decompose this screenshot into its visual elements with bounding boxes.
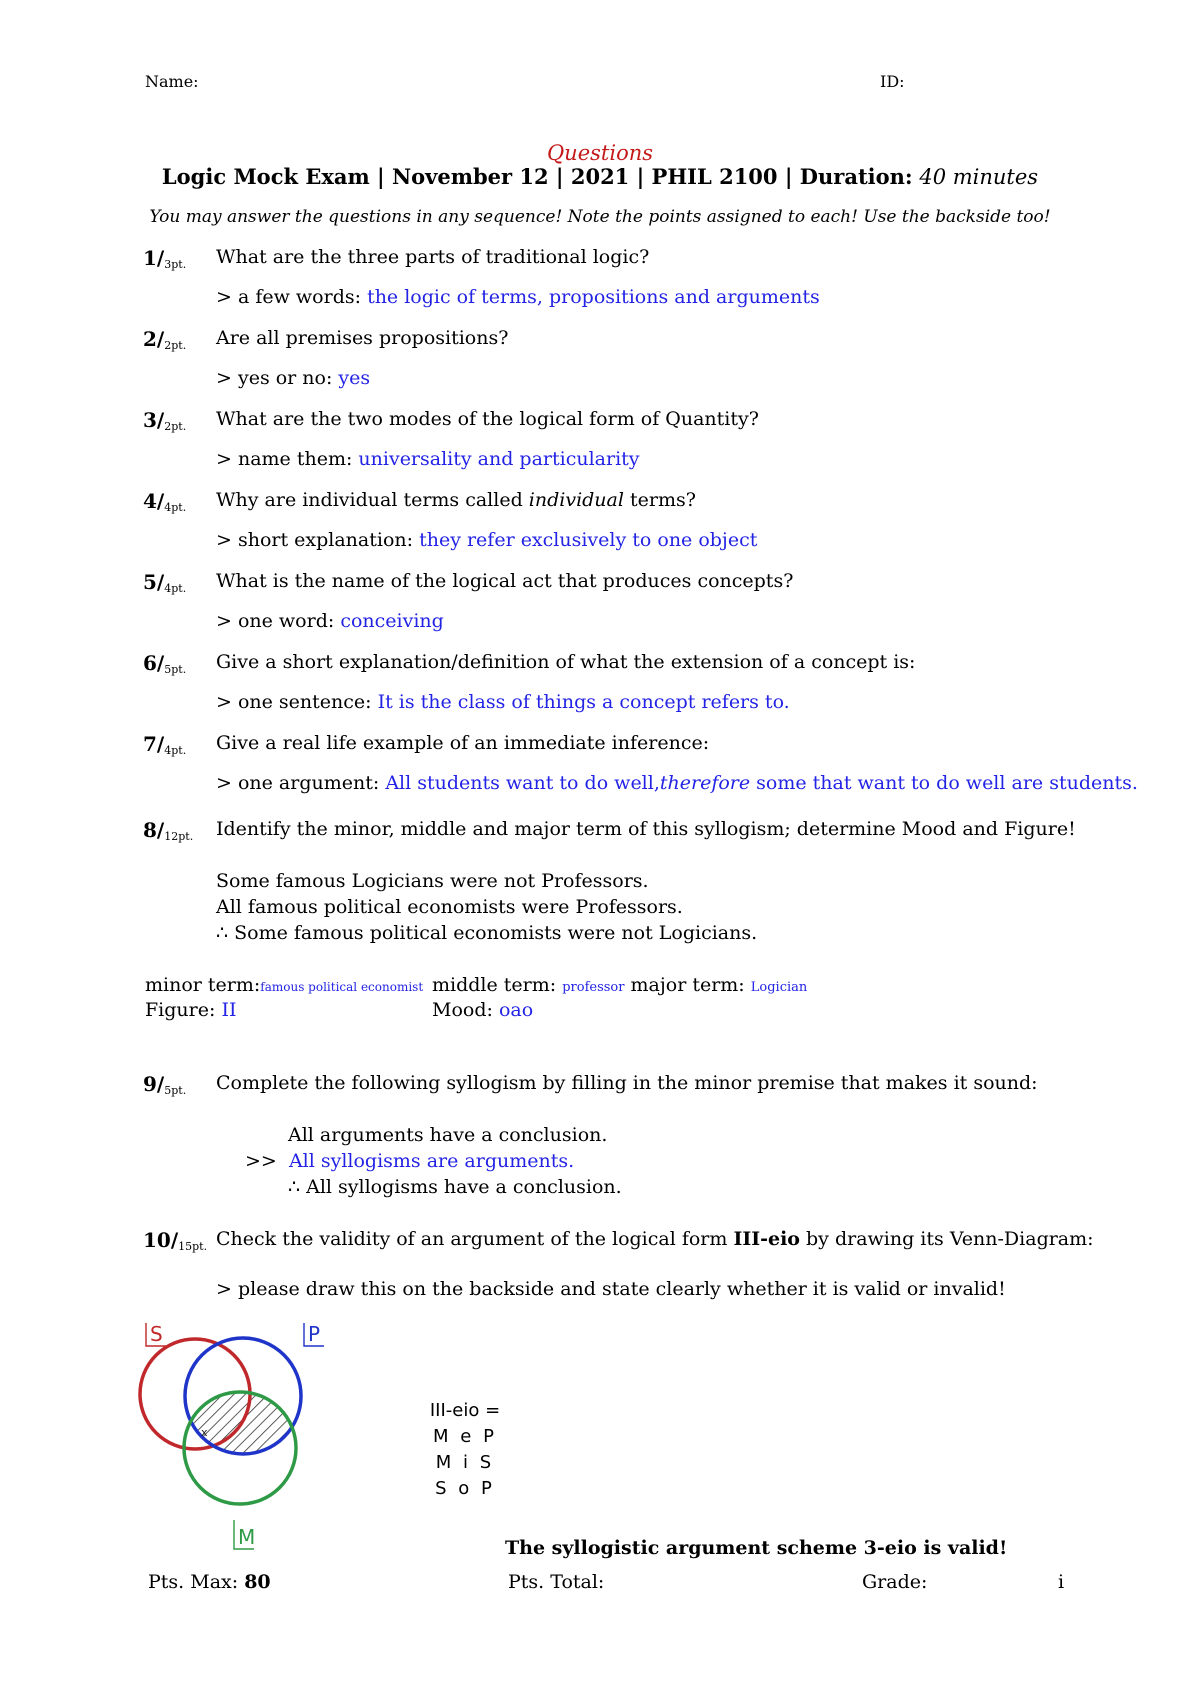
scheme-line-2: M i S xyxy=(435,1452,495,1473)
footer-page: i xyxy=(1058,1571,1065,1593)
q8-middle-major-term: middle term: professor major term: Logician xyxy=(432,974,808,996)
venn-point-mark: x xyxy=(201,1426,208,1439)
footer-max: Pts. Max: 80 xyxy=(148,1571,271,1593)
question-answer-line: > a few words: the logic of terms, propositions and arguments xyxy=(216,286,820,308)
q10-number: $10/_{15pt.}$ xyxy=(143,1228,208,1253)
venn-label-p: P xyxy=(308,1322,321,1346)
scheme-line-1: M e P xyxy=(433,1426,497,1447)
q8-premise-2: All famous political economists were Professors. xyxy=(216,896,683,918)
question-number: $3/_{2pt.}$ xyxy=(143,408,187,433)
venn-label-s: S xyxy=(150,1322,163,1346)
scheme-line-3: S o P xyxy=(435,1478,495,1499)
section-title: Questions xyxy=(546,141,654,165)
venn-label-m: M xyxy=(238,1525,256,1549)
q8-conclusion: ∴ Some famous political economists were not Logicians. xyxy=(216,922,758,944)
exam-duration: 40 minutes xyxy=(919,165,1039,189)
scheme-title: III-eio = xyxy=(429,1400,501,1421)
q9-minor-premise: >> All syllogisms are arguments. xyxy=(245,1150,575,1172)
question-answer-line: > yes or no: yes xyxy=(216,367,371,389)
question-number: $1/_{3pt.}$ xyxy=(143,246,187,271)
question-text: What is the name of the logical act that produces concepts? xyxy=(216,570,794,592)
question-number: $7/_{4pt.}$ xyxy=(143,732,187,757)
q8-premise-1: Some famous Logicians were not Professors. xyxy=(216,870,649,892)
question-text: Are all premises propositions? xyxy=(216,327,509,349)
question-text: Give a short explanation/definition of what the extension of a concept is: xyxy=(216,651,916,673)
name-label: Name: xyxy=(145,72,199,91)
question-number: $4/_{4pt.}$ xyxy=(143,489,187,514)
q9-text: Complete the following syllogism by filling in the minor premise that makes it sound: xyxy=(216,1072,1038,1094)
q8-mood: Mood: oao xyxy=(432,999,534,1021)
q10-prompt: > please draw this on the backside and state clearly whether it is valid or invalid! xyxy=(216,1278,1006,1300)
q8-minor-term: minor term:famous political economist xyxy=(145,974,424,996)
question-number: $5/_{4pt.}$ xyxy=(143,570,187,595)
question-number: $6/_{5pt.}$ xyxy=(143,651,187,676)
q10-text: Check the validity of an argument of the logical form III-eio by drawing its Venn-Diagram: xyxy=(216,1228,1094,1250)
question-text: Give a real life example of an immediate inference: xyxy=(216,732,710,754)
instructions: You may answer the questions in any sequence! Note the points assigned to each! Use the backside too! xyxy=(149,207,1051,227)
question-text: What are the two modes of the logical form of Quantity? xyxy=(216,408,759,430)
exam-title xyxy=(0,164,1200,189)
question-text: Why are individual terms called individual terms? xyxy=(216,489,696,511)
q8-text: Identify the minor, middle and major term of this syllogism; determine Mood and Figure! xyxy=(216,818,1076,840)
q9-major-premise: All arguments have a conclusion. xyxy=(288,1124,608,1146)
question-number: $2/_{2pt.}$ xyxy=(143,327,187,352)
question-answer-line: > one word: conceiving xyxy=(216,610,444,632)
exam-title-main: Logic Mock Exam | November 12 | 2021 | PHIL 2100 | Duration: xyxy=(161,164,913,189)
q9-number: $9/_{5pt.}$ xyxy=(143,1072,187,1097)
footer-grade: Grade: xyxy=(862,1571,928,1593)
question-answer-line: > one sentence: It is the class of things a concept refers to. xyxy=(216,691,790,713)
question-answer-line: > one argument: All students want to do well,therefore some that want to do well are students. xyxy=(216,772,1138,794)
scheme-block xyxy=(420,1398,510,1502)
question-answer-line: > short explanation: they refer exclusively to one object xyxy=(216,529,758,551)
question-answer-line: > name them: universality and particularity xyxy=(216,448,640,470)
q8-figure: Figure: II xyxy=(145,999,237,1021)
id-label: ID: xyxy=(880,72,905,91)
q8-number: $8/_{12pt.}$ xyxy=(143,818,194,843)
verdict: The syllogistic argument scheme 3-eio is valid! xyxy=(505,1537,1008,1559)
footer-total: Pts. Total: xyxy=(508,1571,605,1593)
q9-conclusion: ∴ All syllogisms have a conclusion. xyxy=(288,1176,622,1198)
question-text: What are the three parts of traditional logic? xyxy=(216,246,650,268)
